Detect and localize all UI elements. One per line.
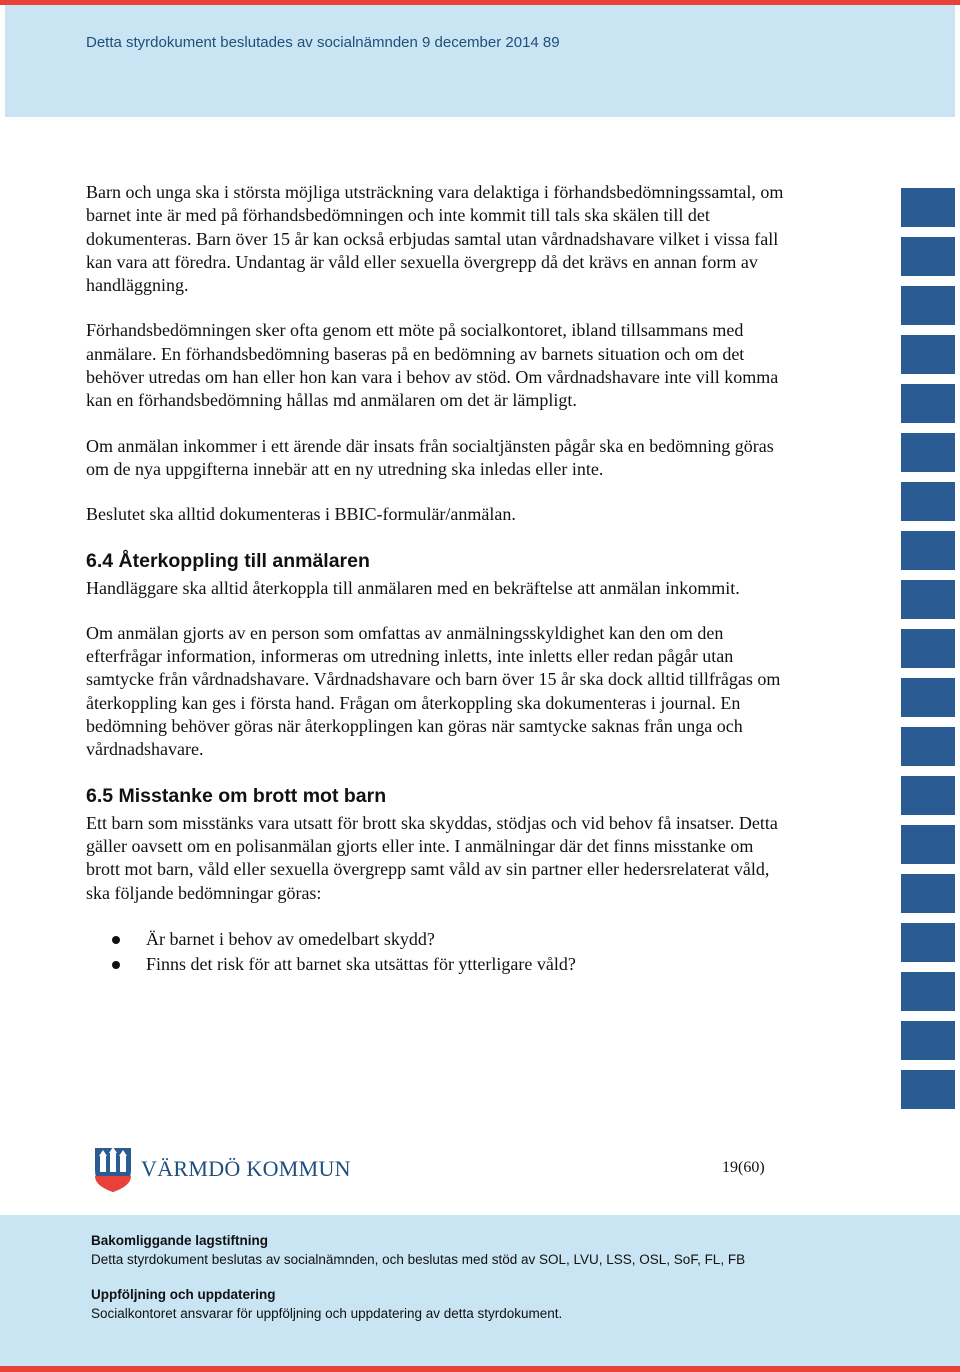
side-block xyxy=(901,1070,955,1109)
paragraph: Förhandsbedömningen sker ofta genom ett möte på socialkontoret, ibland tillsammans med anmälare. En förhandsbedömning baseras på en bedömning av barnets situation och om det behöver utredas om han eller hon kan vara i behov av stöd. Om vårdnadshavare inte vill komma kan en förhandsbedömning hållas md anmälaren om det är lämpligt. xyxy=(86,320,779,411)
list-item xyxy=(146,952,786,977)
side-block xyxy=(901,482,955,521)
side-decoration xyxy=(901,188,955,1119)
side-block xyxy=(901,531,955,570)
list-item-text: Finns det risk för att barnet ska utsättas för ytterligare våld? xyxy=(146,953,576,974)
paragraph: Barn och unga ska i största möjliga utsträckning vara delaktiga i förhandsbedömningssamtal, om barnet inte är med på förhandsbedömningen och inte kommit till tals ska skälen till det dokumenteras. Barn över 15 år kan också erbjudas samtal utan vårdnadshavare vilket i vissa fall kan vara att föredra. Undantag är våld eller sexuella övergrepp då det krävs en annan form av handläggning. xyxy=(86,182,784,296)
document-body xyxy=(86,181,786,977)
logo-text: VÄRMDÖ KOMMUN xyxy=(141,1156,351,1181)
side-block xyxy=(901,286,955,325)
paragraph: Handläggare ska alltid återkoppla till anmälaren med en bekräftelse att anmälan inkommit. xyxy=(86,577,740,598)
section-heading-6-4: 6.4 Återkoppling till anmälaren xyxy=(86,549,370,572)
side-block xyxy=(901,580,955,619)
side-block xyxy=(901,433,955,472)
header-text: Detta styrdokument beslutades av socialnämnden 9 december 2014 89 xyxy=(86,34,560,51)
list-item-text: Är barnet i behov av omedelbart skydd? xyxy=(146,928,435,949)
paragraph: Beslutet ska alltid dokumenteras i BBIC-formulär/anmälan. xyxy=(86,504,516,525)
bullet-icon xyxy=(112,936,120,944)
side-block xyxy=(901,972,955,1011)
paragraph: Ett barn som misstänks vara utsatt för brott ska skyddas, stödjas och vid behov få insatser. Detta gäller oavsett om en polisanmälan gjorts eller inte. I anmälningar där det finns misstanke om brott mot barn, våld eller sexuella övergrepp samt våld av sin partner eller hedersrelaterat våld, ska följande bedömningar göras: xyxy=(86,812,778,903)
paragraph: Om anmälan inkommer i ett ärende där insats från socialtjänsten pågår ska en bedömning göras om de nya uppgifterna innebär att en ny utredning ska inledas eller inte. xyxy=(86,435,774,479)
header-band xyxy=(5,5,955,117)
side-block xyxy=(901,1021,955,1060)
side-block xyxy=(901,335,955,374)
side-block xyxy=(901,629,955,668)
side-block xyxy=(901,384,955,423)
law-heading: Bakomliggande lagstiftning xyxy=(91,1233,269,1248)
section-heading-6-5: 6.5 Misstanke om brott mot barn xyxy=(86,784,387,807)
followup-heading: Uppföljning och uppdatering xyxy=(91,1287,276,1302)
coat-of-arms-icon xyxy=(93,1146,133,1194)
side-block xyxy=(901,188,955,227)
law-text: Detta styrdokument beslutas av socialnämnden, och beslutas med stöd av SOL, LVU, LSS, OSL, SoF, FL, FB xyxy=(91,1252,746,1267)
side-block xyxy=(901,678,955,717)
side-block xyxy=(901,776,955,815)
bottom-red-border xyxy=(0,1366,960,1372)
side-block xyxy=(901,825,955,864)
footer-band xyxy=(0,1215,960,1372)
page-number: 19(60) xyxy=(722,1159,765,1176)
paragraph: Om anmälan gjorts av en person som omfattas av anmälningsskyldighet kan den om den efterfrågar information, informeras om utredning inletts, inte inletts eller redan pågår utan samtycke från vårdnadshavare. Vårdnadshavare och barn över 15 år ska dock alltid tillfrågas om återkoppling kan ges i första hand. Frågan om återkoppling ska dokumenteras i journal. En bedömning behöver göras när återkopplingen kan göras när samtycke saknas från unga och vårdnadshavare. xyxy=(86,622,781,760)
bullet-list xyxy=(86,927,786,977)
side-block xyxy=(901,727,955,766)
side-block xyxy=(901,237,955,276)
varmdo-logo xyxy=(93,1146,353,1194)
list-item xyxy=(146,927,786,952)
side-block xyxy=(901,874,955,913)
bullet-icon xyxy=(112,961,120,969)
followup-text: Socialkontoret ansvarar för uppföljning och uppdatering av detta styrdokument. xyxy=(91,1306,563,1321)
side-block xyxy=(901,923,955,962)
